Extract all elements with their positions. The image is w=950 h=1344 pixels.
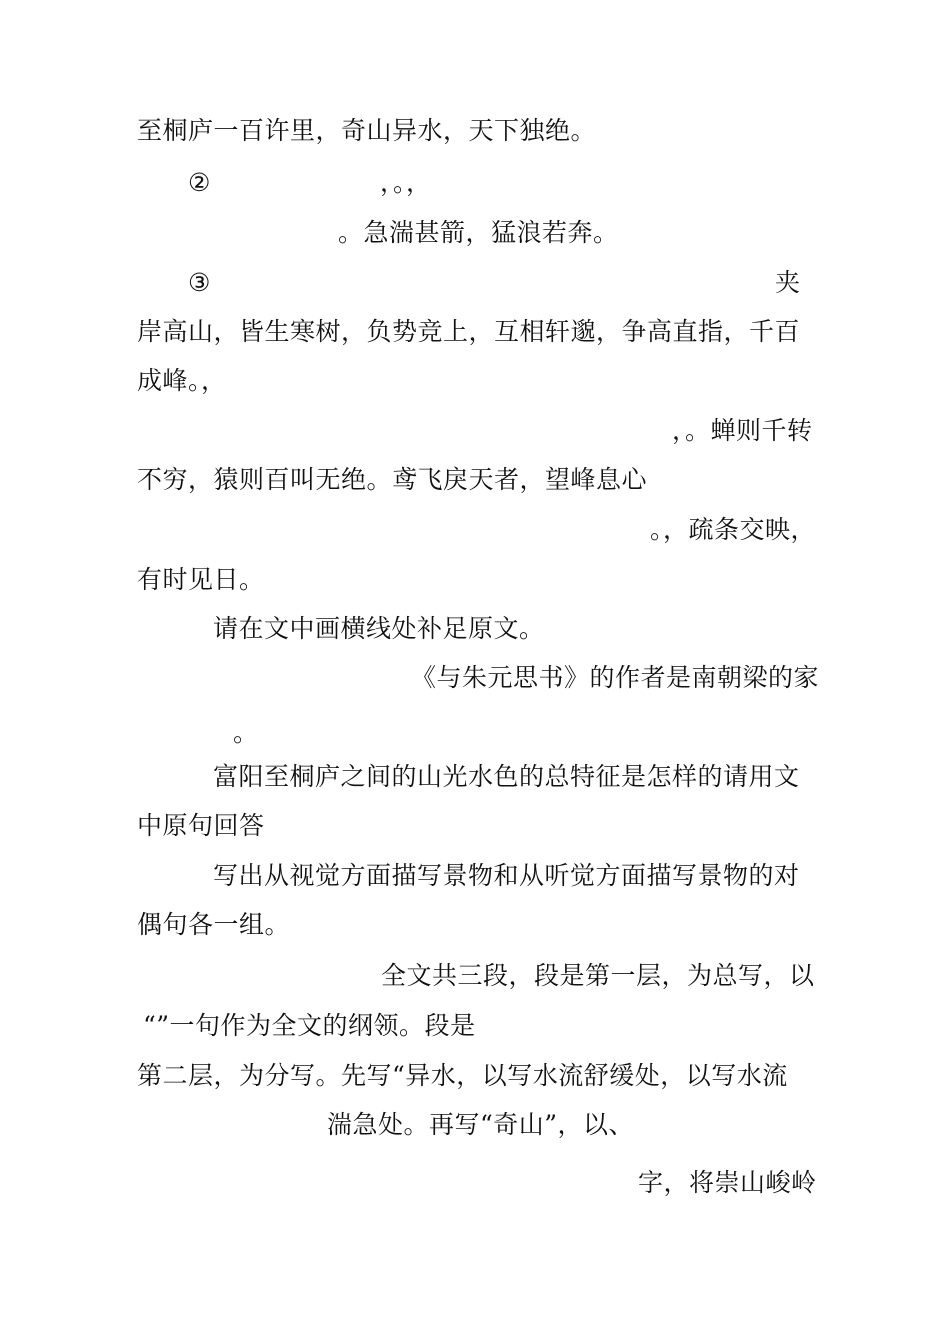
text-line-7: ，。蝉则千转 — [672, 416, 813, 445]
text-line-1: 至桐庐一百许里，奇山异水，天下独绝。 — [137, 116, 597, 145]
text-line-3: 。急湍甚箭，猛浪若奔。 — [338, 218, 619, 247]
item-marker-3: ③ — [188, 268, 211, 297]
question-4-continued: 偶句各一组。 — [137, 910, 291, 939]
text-line-9: 。，疏条交映， — [650, 515, 817, 544]
text-line-6: 成峰。， — [137, 366, 227, 395]
question-5-line-4: 湍急处。再写“奇山”，以、 — [327, 1110, 635, 1139]
item-marker-2: ② — [188, 168, 211, 197]
question-4: 写出从视觉方面描写景物和从听觉方面描写景物的对 — [213, 861, 800, 890]
question-3: 富阳至桐庐之间的山光水色的总特征是怎样的请用文 — [213, 762, 800, 791]
question-1: 请在文中画横线处补足原文。 — [213, 614, 545, 643]
question-5-line-2: “”一句作为全文的纲领。段是 — [143, 1011, 476, 1040]
text-line-8: 不穷，猿则百叫无绝。鸢飞戾天者，望峰息心 — [137, 465, 648, 494]
question-2-end: 。 — [233, 718, 259, 747]
question-5-line-3: 第二层，为分写。先写“异水，以写水流舒缓处，以写水流 — [137, 1061, 788, 1090]
text-line-5: 岸高山，皆生寒树，负势竞上，互相轩邈，争高直指，千百 — [137, 317, 801, 346]
text-line-10: 有时见日。 — [137, 565, 265, 594]
text-line-4-end: 夹 — [775, 268, 801, 297]
question-3-continued: 中原句回答 — [137, 811, 265, 840]
question-5-line-5: 字，将崇山峻岭 — [638, 1168, 817, 1197]
question-5: 全文共三段，段是第一层，为总写，以 — [381, 961, 815, 990]
text-line-2-punctuation: ，。， — [380, 168, 432, 197]
question-2: 《与朱元思书》的作者是南朝梁的家 — [411, 663, 820, 692]
